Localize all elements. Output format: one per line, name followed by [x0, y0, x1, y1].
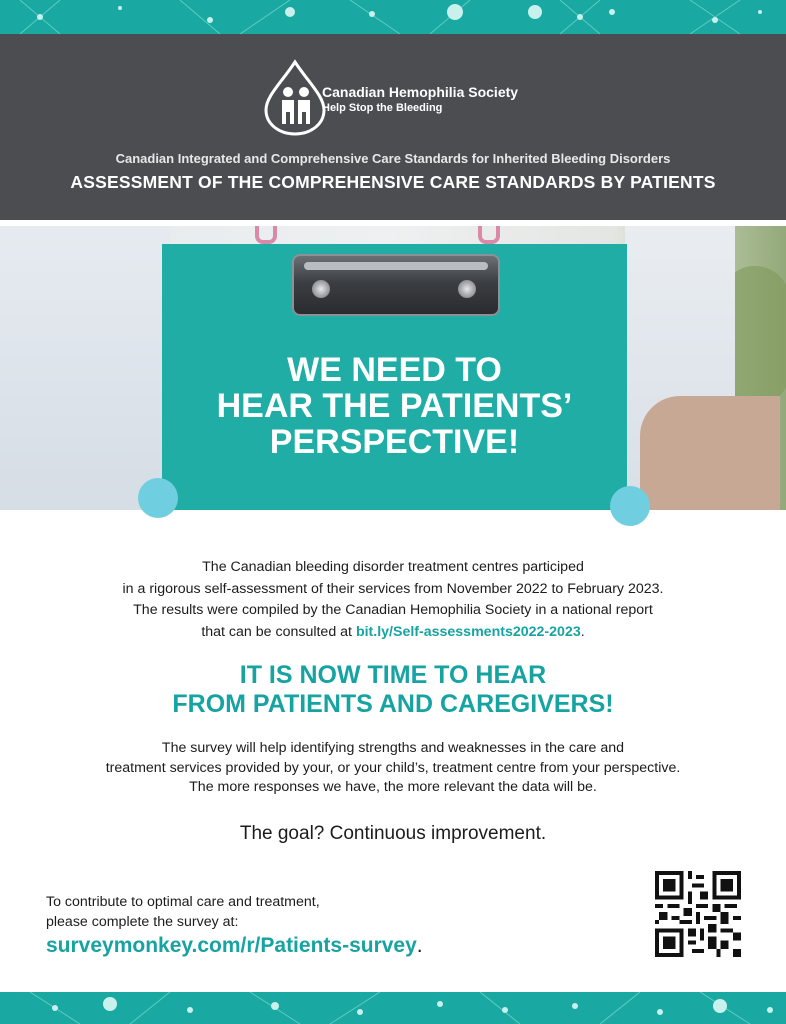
- goal-statement: The goal? Continuous improvement.: [239, 823, 547, 844]
- document-subtitle: Canadian Integrated and Comprehensive Care Standards for Inherited Bleeding Disorders: [115, 151, 671, 166]
- org-tagline: Help Stop the Bleeding: [322, 102, 443, 114]
- photo-stethoscope-right: [478, 226, 500, 244]
- intro-line-4-suffix: .: [580, 623, 585, 640]
- callout-line-2: FROM PATIENTS AND CAREGIVERS!: [172, 690, 614, 718]
- photo-background-left: [0, 226, 170, 510]
- survey-line-1: The survey will help identifying strengths and weaknesses in the care and: [161, 740, 625, 756]
- intro-line-3: The results were compiled by the Canadian Hemophilia Society in a national report: [133, 602, 653, 618]
- org-name: Canadian Hemophilia Society: [322, 84, 519, 100]
- document-title: ASSESSMENT OF THE COMPREHENSIVE CARE STANDARDS BY PATIENTS: [70, 172, 716, 192]
- network-pattern-bottom: [0, 992, 786, 1024]
- callout-heading: [0, 661, 786, 719]
- survey-line-2: treatment services provided by your, or your child’s, treatment centre from your perspective.: [105, 759, 681, 776]
- photo-stethoscope-left: [255, 226, 277, 244]
- hero-headline: [162, 352, 627, 460]
- hero-line-3: PERSPECTIVE!: [269, 423, 520, 461]
- intro-paragraph: [0, 557, 786, 643]
- intro-line-2: in a rigorous self-assessment of their services from November 2022 to February 2023.: [122, 580, 664, 597]
- survey-link[interactable]: surveymonkey.com/r/Patients-survey: [46, 934, 417, 957]
- qr-code[interactable]: [655, 871, 741, 957]
- photo-arm: [640, 396, 780, 510]
- survey-paragraph: [0, 739, 786, 798]
- header-banner: [0, 34, 786, 220]
- clip-bar: [304, 262, 488, 270]
- survey-link-suffix: .: [416, 934, 423, 957]
- intro-line-4: [0, 622, 786, 644]
- callout-line-1: IT IS NOW TIME TO HEAR: [239, 661, 547, 689]
- contribute-line-2: please complete the survey at:: [46, 913, 239, 930]
- survey-line-3: The more responses we have, the more relevant the data will be.: [189, 779, 597, 795]
- glove-left: [138, 478, 178, 518]
- survey-link-line: [46, 934, 423, 958]
- network-pattern-top: [0, 0, 786, 34]
- clipboard-clip: [292, 254, 500, 316]
- hero-line-2: HEAR THE PATIENTS’: [216, 387, 573, 425]
- intro-line-4-prefix: that can be consulted at: [201, 623, 356, 640]
- bottom-decorative-band: [0, 992, 786, 1024]
- glove-right: [610, 486, 650, 526]
- clip-rivet-right: [458, 280, 476, 298]
- contribute-line-1: To contribute to optimal care and treatment,: [46, 894, 320, 910]
- top-decorative-band: [0, 0, 786, 34]
- contribute-text: [46, 893, 320, 932]
- intro-line-1: The Canadian bleeding disorder treatment centres participed: [202, 559, 584, 575]
- report-link[interactable]: bit.ly/Self-assessments2022-2023: [355, 623, 581, 640]
- drop-family-icon: [260, 58, 330, 136]
- clip-rivet-left: [312, 280, 330, 298]
- hero-line-1: WE NEED TO: [287, 351, 502, 389]
